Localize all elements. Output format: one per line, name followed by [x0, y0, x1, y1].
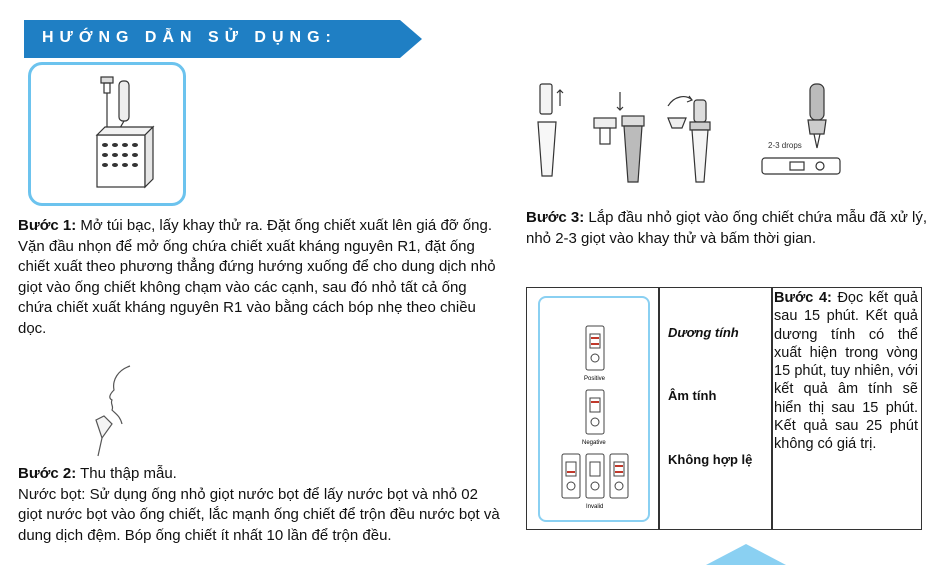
step2-body: Nước bọt: Sử dụng ống nhỏ giọt nước bọt để lấy nước bọt và nhỏ 02 giọt nước bọt vào ống chiết, lắc mạnh ống chiết để trộn đều nước bọt và dung dịch đệm. Bóp ống chiết ít nhất 10 lần để trộn đều.	[18, 485, 500, 544]
caption-invalid: Invalid	[586, 504, 604, 510]
results-divider-2	[771, 287, 773, 530]
step4-paragraph	[774, 289, 918, 454]
saliva-collection-illustration	[82, 364, 152, 460]
drops-caption: 2-3 drops	[768, 141, 802, 150]
tube-rack-illustration	[31, 65, 183, 203]
step3-illustration	[528, 78, 860, 194]
result-negative-label: Âm tính	[668, 388, 717, 403]
step2-label: Bước 2:	[18, 465, 77, 482]
step4-label: Bước 4:	[774, 290, 832, 306]
step1-body: Mở túi bạc, lấy khay thử ra. Đặt ống chiết xuất lên giá đỡ ống. Vặn đầu nhọn để mở ống chứa chiết xuất kháng nguyên R1, đặt ống chiết xuất theo phương thẳng đứng hướng xuống để cho dung dịch nhỏ giọt vào ống chiết không chạm vào các cạnh, sau đó nhỏ tất cả ống chứa chiết xuất kháng nguyên R1 vào bằng cách bóp nhẹ theo chiều dọc.	[18, 217, 496, 337]
step2-paragraph	[18, 464, 504, 546]
section-title: HƯỚNG DẪN SỬ DỤNG:	[42, 29, 337, 46]
decorative-corner-shape	[706, 544, 786, 565]
step3-label: Bước 3:	[526, 209, 585, 226]
results-cassette-panel	[538, 296, 650, 522]
step1-illustration	[28, 62, 186, 206]
result-cassettes-illustration	[540, 298, 648, 520]
step4-body: Đọc kết quả sau 15 phút. Kết quả dương tính có thể xuất hiện trong vòng 15 phút, tuy nhiên, với kết quả âm tính sẽ hiển thị sau 15 phút. Kết quả sau 25 phút không có giá trị.	[774, 290, 918, 453]
section-header-banner	[24, 20, 422, 58]
step1-label: Bước 1:	[18, 217, 77, 234]
step3-paragraph	[526, 208, 932, 249]
results-divider-1	[658, 287, 660, 530]
caption-negative: Negative	[582, 440, 606, 446]
result-positive-label: Dương tính	[668, 325, 739, 340]
step2-title: Thu thập mẫu.	[76, 465, 177, 482]
result-invalid-label: Không hợp lệ	[668, 452, 753, 467]
caption-positive: Positive	[584, 376, 606, 382]
step1-paragraph	[18, 216, 504, 339]
step3-body: Lắp đầu nhỏ giọt vào ống chiết chứa mẫu đã xử lý, nhỏ 2-3 giọt vào khay thử và bấm thời gian.	[526, 209, 928, 247]
